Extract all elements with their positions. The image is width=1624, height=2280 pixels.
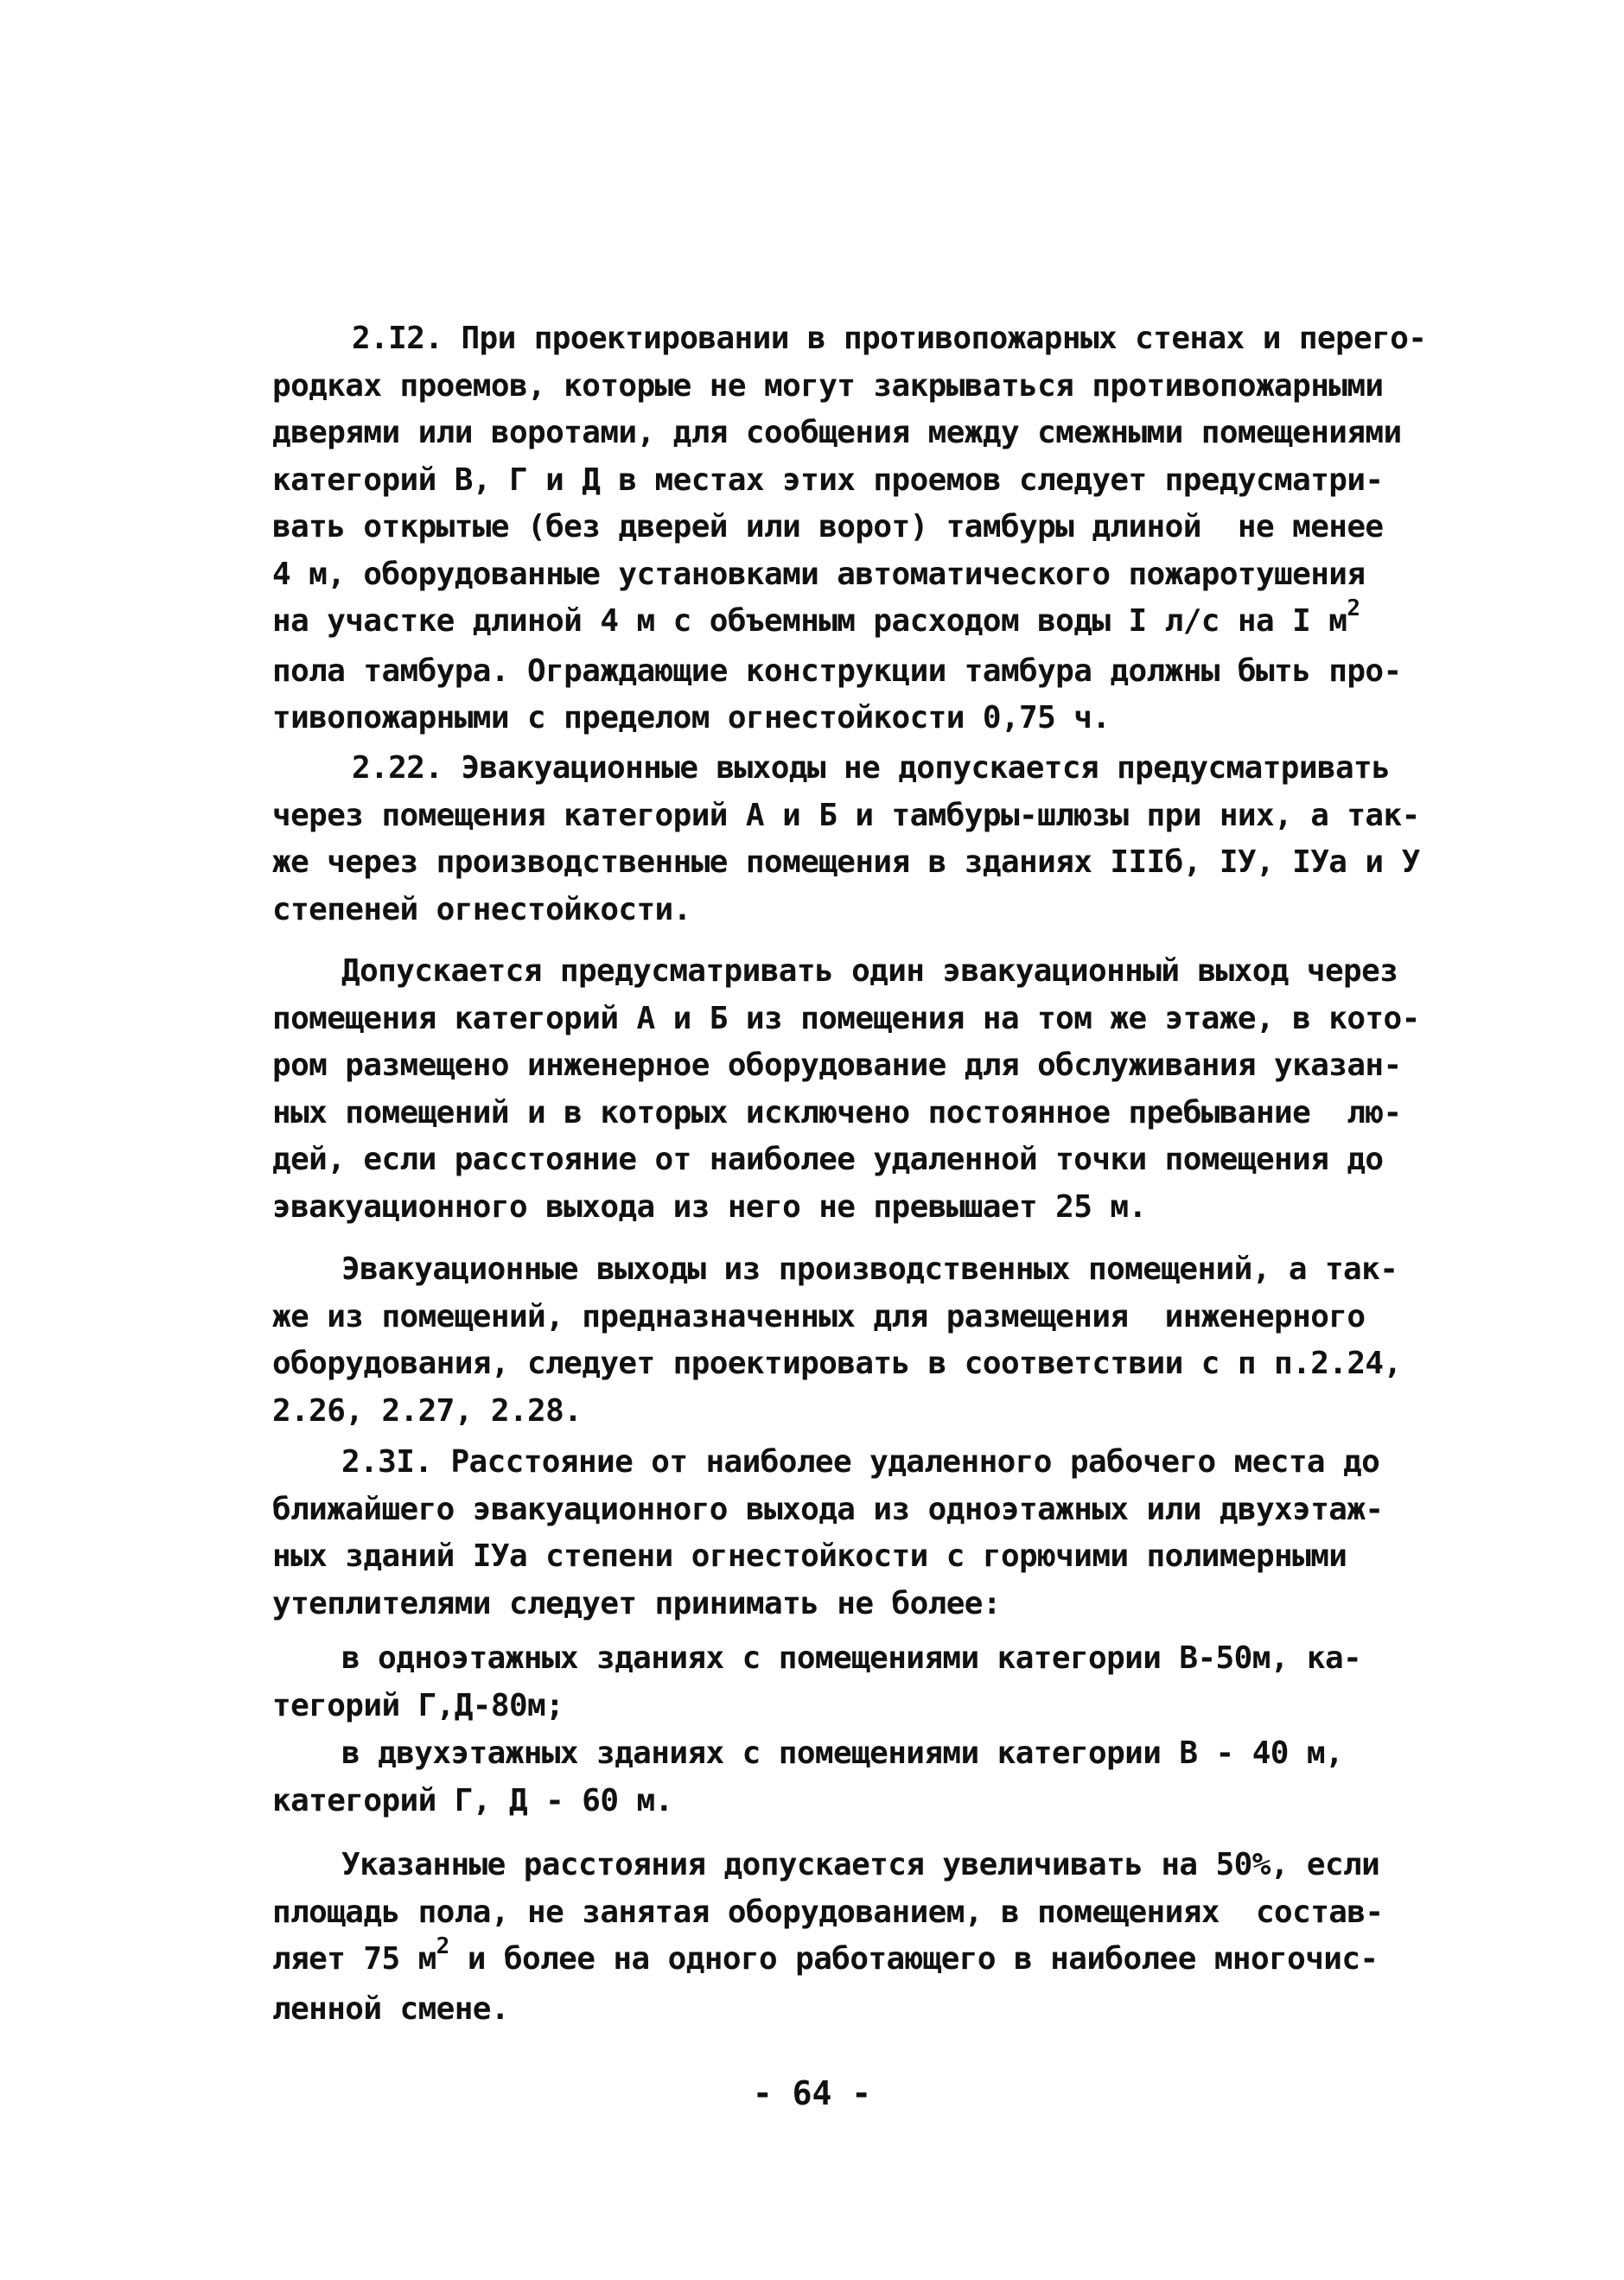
paragraph-increase bbox=[272, 1842, 1430, 2033]
text-line: степеней огнестойкости. bbox=[272, 891, 691, 927]
text-line: оборудования, следует проектировать в соответствии с п п.2.24, bbox=[272, 1346, 1402, 1381]
text-line: дверями или воротами, для сообщения между смежными помещениями bbox=[272, 415, 1402, 450]
superscript: 2 bbox=[1347, 595, 1360, 621]
text-line: тегорий Г,Д-80м; bbox=[272, 1687, 564, 1723]
text-line-with-superscript bbox=[272, 1933, 1430, 1986]
text-line: эвакуационного выхода из него не превышает 25 м. bbox=[272, 1188, 1147, 1225]
paragraph-2-31 bbox=[272, 1439, 1430, 1627]
text-line: ленной смене. bbox=[272, 1990, 509, 2027]
text-line: 2.26, 2.27, 2.28. bbox=[272, 1392, 583, 1429]
text-fragment: ляет 75 м bbox=[272, 1941, 436, 1977]
text-line: ближайшего эвакуационного выхода из одноэтажных или двухэтаж- bbox=[272, 1491, 1384, 1527]
text-line: ром размещено инженерное оборудование для обслуживания указан- bbox=[272, 1048, 1402, 1083]
text-line: категорий Г, Д - 60 м. bbox=[272, 1782, 673, 1818]
text-line: площадь пола, не занятая оборудованием, в помещениях состав- bbox=[272, 1894, 1384, 1930]
text-fragment: на участке длиной 4 м с объемным расходом воды I л/с на I м bbox=[272, 603, 1347, 639]
paragraph-2-12 bbox=[272, 315, 1430, 742]
text-line: в одноэтажных зданиях с помещениями категории В-50м, ка- bbox=[341, 1640, 1362, 1676]
paragraph-two-storey bbox=[272, 1730, 1430, 1825]
paragraph-one-storey bbox=[272, 1635, 1430, 1729]
page-number: - 64 - bbox=[752, 2074, 872, 2112]
text-line: родках проемов, которые не могут закрываться противопожарными bbox=[272, 367, 1384, 404]
text-line: помещения категорий А и Б из помещения на том же этаже, в кото- bbox=[272, 1000, 1420, 1036]
text-line: 2.3I. Расстояние от наиболее удаленного рабочего места до bbox=[341, 1444, 1380, 1480]
text-line: 2.I2. При проектировании в противопожарных стенах и перего- bbox=[352, 321, 1427, 356]
text-line: пола тамбура. Ограждающие конструкции тамбура должны быть про- bbox=[272, 653, 1402, 689]
superscript: 2 bbox=[436, 1933, 449, 1959]
text-line: же из помещений, предназначенных для размещения инженерного bbox=[272, 1298, 1366, 1334]
text-line: дей, если расстояние от наиболее удаленной точки помещения до bbox=[272, 1142, 1384, 1177]
text-line: 4 м, оборудованные установками автоматического пожаротушения bbox=[272, 556, 1366, 592]
text-line: Эвакуационные выходы из производственных помещений, а так- bbox=[341, 1251, 1398, 1287]
text-line: утеплителями следует принимать не более: bbox=[272, 1585, 1001, 1621]
text-line-with-superscript bbox=[272, 595, 1430, 648]
text-line: тивопожарными с пределом огнестойкости 0,75 ч. bbox=[272, 700, 1111, 736]
paragraph-exits bbox=[272, 1246, 1430, 1435]
text-line: в двухэтажных зданиях с помещениями категории В - 40 м, bbox=[341, 1735, 1344, 1771]
paragraph-allowance bbox=[272, 948, 1430, 1231]
text-line: через помещения категорий А и Б и тамбуры-шлюзы при них, а так- bbox=[272, 797, 1420, 833]
text-line: 2.22. Эвакуационные выходы не допускается предусматривать bbox=[352, 750, 1391, 786]
text-line: же через производственные помещения в зданиях IIIб, IУ, IУа и У bbox=[272, 844, 1420, 880]
text-line: ных помещений и в которых исключено постоянное пребывание лю- bbox=[272, 1094, 1402, 1130]
paragraph-2-22 bbox=[272, 745, 1430, 933]
text-line: Указанные расстояния допускается увеличивать на 50%, если bbox=[341, 1847, 1380, 1882]
text-fragment: и более на одного работающего в наиболее многочис- bbox=[449, 1941, 1379, 1977]
text-line: категорий В, Г и Д в местах этих проемов следует предусматри- bbox=[272, 462, 1384, 498]
text-line: вать открытые (без дверей или ворот) тамбуры длиной не менее bbox=[272, 509, 1384, 545]
text-line: Допускается предусматривать один эвакуационный выход через bbox=[341, 953, 1398, 989]
text-line: ных зданий IУа степени огнестойкости с горючими полимерными bbox=[272, 1538, 1347, 1574]
